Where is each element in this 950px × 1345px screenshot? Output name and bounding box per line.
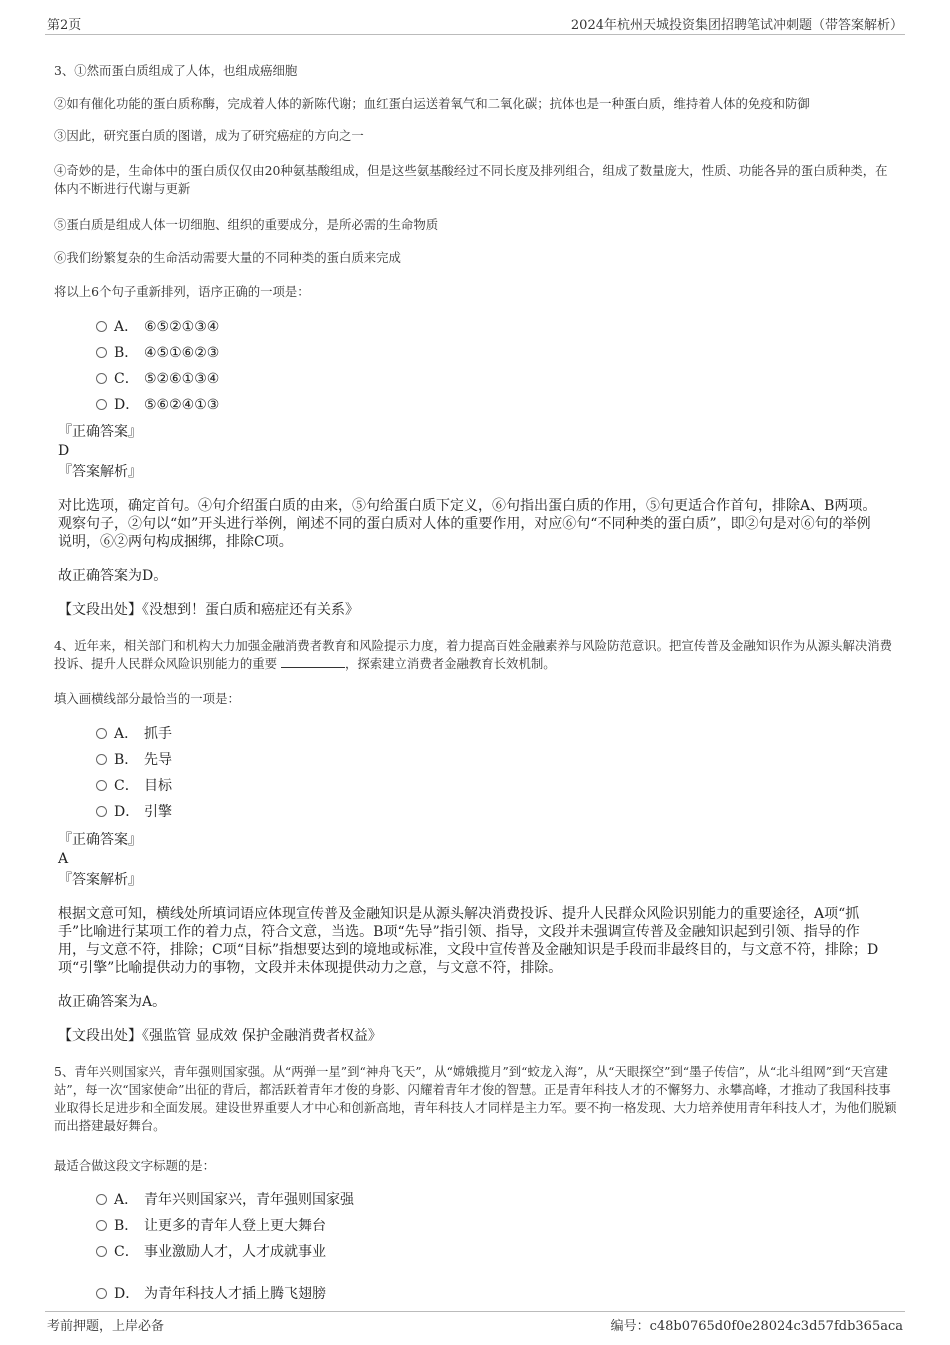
q5-prompt: 最适合做这段文字标题的是： xyxy=(54,1158,216,1173)
q5-stem: 5、青年兴则国家兴，青年强则国家强。从“两弹一星”到“神舟飞天”，从“嫦娥揽月”到“蛟龙入海”，从“天眼探空”到“墨子传信”，从“北斗组网”到“天宫建站”，每一次“国家使命”出征的背后，都活跃着青年才俊的身影、闪耀着青年才俊的智慧。正是青年科技人才的不懈努力、永攀高峰，才推动了我国科技事业取得长足进步和全面发展。建设世界重要人才中心和创新高地，青年科技人才同样是主力军。要不拘一格发现、大力培养使用青年科技人才，为他们脱颖而出搭建最好舞台。 xyxy=(54,1064,897,1133)
q3-prompt: 将以上6个句子重新排列，语序正确的一项是： xyxy=(54,284,310,299)
q4-option-c[interactable]: C． 目标 xyxy=(96,777,172,795)
q3-sentence-3: ③因此，研究蛋白质的图谱，成为了研究癌症的方向之一 xyxy=(54,128,364,143)
q4-option-a[interactable]: A． 抓手 xyxy=(96,725,172,743)
radio-icon[interactable] xyxy=(96,321,107,332)
radio-icon[interactable] xyxy=(96,1220,107,1231)
q5-option-b[interactable]: B． 让更多的青年人登上更大舞台 xyxy=(96,1217,326,1235)
q3-sentence-2: ②如有催化功能的蛋白质称酶，完成着人体的新陈代谢；血红蛋白运送着氧气和二氧化碳；抗体也是一种蛋白质，维持着人体的免疫和防御 xyxy=(54,96,810,111)
q3-sentence-4: ④奇妙的是，生命体中的蛋白质仅仅由20种氨基酸组成，但是这些氨基酸经过不同长度及排列组合，组成了数量庞大，性质、功能各异的蛋白质种类，在体内不断进行代谢与更新 xyxy=(54,163,888,196)
q4-source: 【文段出处】《强监管 显成效 保护金融消费者权益》 xyxy=(58,1028,382,1044)
radio-icon[interactable] xyxy=(96,373,107,384)
q4-analysis-label: 『答案解析』 xyxy=(58,872,142,888)
q4-answer: A xyxy=(58,851,69,867)
q3-analysis-label: 『答案解析』 xyxy=(58,464,142,480)
q3-option-d[interactable]: D． ⑤⑥②④①③ xyxy=(96,396,219,414)
q3-analysis: 对比选项，确定首句。④句介绍蛋白质的由来，⑤句给蛋白质下定义，⑥句指出蛋白质的作用，⑤句更适合作首句，排除A、B两项。观察句子，②句以“如”开头进行举例，阐述不同的蛋白质对人体的重要作用，对应⑥句“不同种类的蛋白质”，即②句是对⑥句的举例说明，⑥②两句构成捆绑，排除C项。 xyxy=(58,498,877,550)
q3-sentence-5: ⑤蛋白质是组成人体一切细胞、组织的重要成分，是所必需的生命物质 xyxy=(54,217,439,232)
q4-conclusion: 故正确答案为A。 xyxy=(58,994,167,1010)
radio-icon[interactable] xyxy=(96,347,107,358)
radio-icon[interactable] xyxy=(96,754,107,765)
q3-option-a[interactable]: A． ⑥⑤②①③④ xyxy=(96,318,219,336)
q5-option-d[interactable]: D． 为青年科技人才插上腾飞翅膀 xyxy=(96,1285,326,1303)
q3-sentence-6: ⑥我们纷繁复杂的生命活动需要大量的不同种类的蛋白质来完成 xyxy=(54,250,401,265)
radio-icon[interactable] xyxy=(96,806,107,817)
radio-icon[interactable] xyxy=(96,1288,107,1299)
page-number: 第2页 xyxy=(47,18,82,33)
page-header xyxy=(45,12,905,35)
q4-analysis: 根据文意可知，横线处所填词语应体现宣传普及金融知识是从源头解决消费投诉、提升人民群众风险识别能力的重要途径，A项“抓手”比喻进行某项工作的着力点，符合文意，当选。B项“先导”指引领、指导，文段并未强调宣传普及金融知识起到引领、指导的作用，与文意不符，排除；C项“目标”指想要达到的境地或标准，文段中宣传普及金融知识是手段而非最终目的，与文意不符，排除；D项“引擎”比喻提供动力的事物，文段并未体现提供动力之意，与文意不符，排除。 xyxy=(58,906,879,976)
radio-icon[interactable] xyxy=(96,1246,107,1257)
q4-option-d[interactable]: D． 引擎 xyxy=(96,803,172,821)
q3-conclusion: 故正确答案为D。 xyxy=(58,568,168,584)
footer-slogan: 考前押题，上岸必备 xyxy=(47,1319,165,1334)
q3-source: 【文段出处】《没想到！蛋白质和癌症还有关系》 xyxy=(58,602,359,618)
q4-answer-label: 『正确答案』 xyxy=(58,832,142,848)
q5-option-c[interactable]: C． 事业激励人才，人才成就事业 xyxy=(96,1243,326,1261)
q4-option-b[interactable]: B． 先导 xyxy=(96,751,172,769)
fill-blank xyxy=(281,655,345,668)
document-id: 编号：c48b0765d0f0e28024c3d57fdb365aca xyxy=(610,1319,903,1334)
q3-answer: D xyxy=(58,443,70,459)
q3-option-c[interactable]: C． ⑤②⑥①③④ xyxy=(96,370,219,388)
radio-icon[interactable] xyxy=(96,780,107,791)
q4-stem: 4、近年来，相关部门和机构大力加强金融消费者教育和风险提示力度，着力提高百姓金融素养与风险防范意识。把宣传普及金融知识作为从源头解决消费投诉、提升人民群众风险识别能力的重要 ，探索建立消费者金融教育长效机制。 xyxy=(54,638,893,671)
q3-option-b[interactable]: B． ④⑤①⑥②③ xyxy=(96,344,219,362)
q3-answer-label: 『正确答案』 xyxy=(58,424,142,440)
q5-option-a[interactable]: A． 青年兴则国家兴，青年强则国家强 xyxy=(96,1191,354,1209)
radio-icon[interactable] xyxy=(96,399,107,410)
radio-icon[interactable] xyxy=(96,1194,107,1205)
q3-sentence-1: 3、①然而蛋白质组成了人体，也组成癌细胞 xyxy=(54,63,298,78)
radio-icon[interactable] xyxy=(96,728,107,739)
document-title: 2024年杭州天城投资集团招聘笔试冲刺题（带答案解析） xyxy=(570,18,903,33)
q4-prompt: 填入画横线部分最恰当的一项是： xyxy=(54,691,240,706)
page-footer xyxy=(45,1311,905,1340)
